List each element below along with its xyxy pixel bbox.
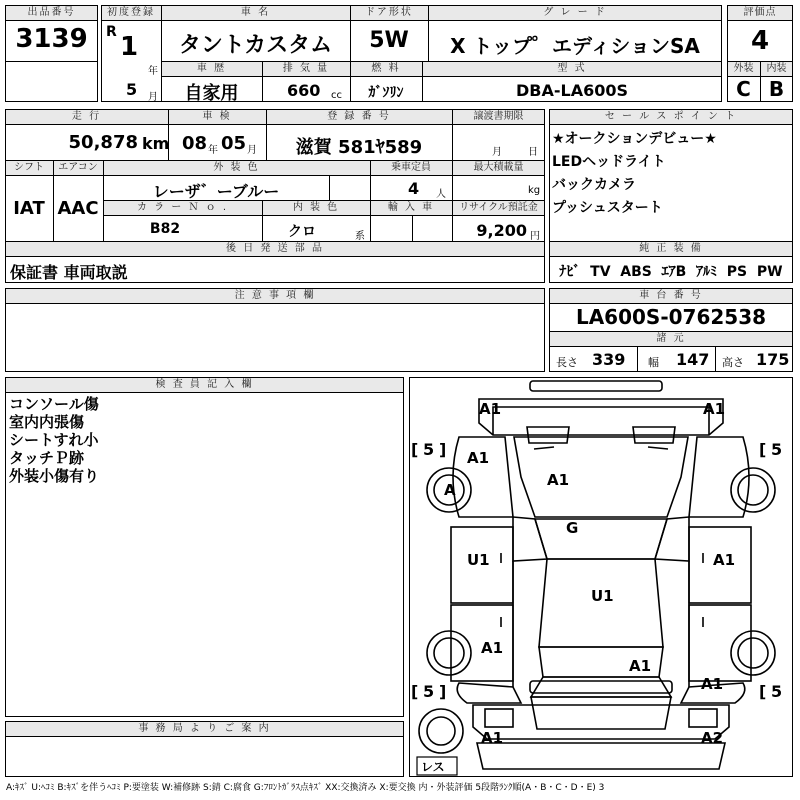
svg-text:[: [: [759, 440, 767, 459]
sales-point: ★オークションデビュー★: [552, 131, 717, 147]
seats-label: 乗車定員: [391, 162, 431, 173]
inspection-label: 車 検: [202, 111, 232, 122]
interior-label: 内装: [766, 63, 787, 74]
inspector-notes: [9, 395, 99, 485]
mark-rear-left: A1: [481, 639, 504, 657]
length-label: 長さ: [556, 356, 578, 369]
ext-color-value: レーザ゛ーブルー: [152, 182, 280, 201]
lot-label: 出品番号: [27, 7, 76, 18]
inspector-note: タッチＰ跡: [9, 449, 85, 467]
ac-label: エアコン: [58, 162, 98, 173]
car-diagram: [409, 377, 793, 777]
ac-value: AAC: [57, 198, 99, 219]
spare-label: レス: [421, 760, 445, 774]
door-label: ドア形状: [365, 7, 413, 18]
plate-value: 滋賀 581ﾔ589: [295, 137, 423, 158]
inspector-label: 検 査 員 記 入 欄: [155, 379, 254, 390]
later-parts-label: 後 日 発 送 部 品: [226, 243, 324, 254]
exterior-value: C: [736, 77, 751, 101]
car-name: タントカスタム: [178, 33, 333, 58]
caution-label: 注 意 事 項 欄: [234, 290, 316, 301]
specs-label: 諸 元: [656, 333, 686, 344]
transfer-month-unit: 月: [492, 147, 502, 158]
shift-label: シフト: [14, 162, 44, 173]
sales-label: セ ー ル ス ポ イ ン ト: [604, 111, 738, 122]
score-label: 評価点: [743, 7, 777, 18]
equipment-label: 純 正 装 備: [639, 243, 703, 254]
tire-rear-right: 5: [771, 682, 783, 701]
displacement-value: 660: [287, 81, 321, 100]
svg-text:]: ]: [439, 440, 447, 459]
score-value: 4: [750, 26, 770, 56]
int-color-suffix: 系: [355, 231, 365, 242]
sales-point: LEDヘッドライト: [552, 154, 666, 170]
model-label: 型 式: [557, 63, 587, 74]
mark-bumper-right: A2: [701, 729, 724, 747]
sales-point: バックカメラ: [552, 177, 636, 193]
damage-legend: A:ｷｽﾞ U:ﾍｺﾐ B:ｷｽﾞを伴うﾍｺﾐ P:要塗装 W:補修跡 S:錆 C:腐食 G:ﾌﾛﾝﾄｶﾞﾗｽ点ｷｽﾞ XX:交換済み X:要交換 内・外装評価 5段階ﾗﾝｸ順(A・B・C・D・E) 3: [6, 783, 605, 793]
mileage-value: 50,878: [68, 132, 138, 153]
interior-value: B: [768, 77, 785, 101]
height-label: 高さ: [722, 356, 744, 369]
svg-text:[: [: [411, 440, 419, 459]
mark-front-left: A1: [479, 400, 502, 418]
tire-front-left: 5: [423, 440, 435, 459]
inspector-note: コンソール傷: [9, 395, 99, 413]
tire-rear-left: 5: [423, 682, 435, 701]
height-value: 175: [756, 350, 790, 369]
chassis-value: LA600S-0762538: [575, 305, 767, 329]
mark-fender-left: A1: [467, 449, 490, 467]
color-no-label: カ ラ ー Ｎ ｏ .: [136, 202, 229, 213]
fuel-label: 燃 料: [371, 63, 401, 74]
mark-bumper-left: A1: [481, 729, 504, 747]
mark-roof: U1: [591, 587, 614, 605]
mark-rear-right: A1: [701, 675, 724, 693]
load-unit: kg: [528, 185, 541, 196]
mark-door-left: U1: [467, 551, 490, 569]
recycle-unit: 円: [530, 231, 540, 242]
width-value: 147: [676, 350, 710, 369]
first-reg-label: 初度登録: [107, 7, 155, 18]
svg-text:[: [: [759, 682, 767, 701]
month-unit: 月: [148, 92, 158, 103]
recycle-value: 9,200: [476, 221, 527, 240]
load-label: 最大積載量: [473, 162, 524, 173]
mileage-label: 走 行: [71, 111, 102, 122]
fuel-value: ｶﾞｿﾘﾝ: [368, 85, 404, 101]
seats-value: 4: [408, 179, 420, 198]
lot-number: 3139: [15, 24, 88, 54]
inspection-year: 08: [182, 133, 208, 154]
chassis-label: 車 台 番 号: [639, 290, 703, 301]
mark-hood: A1: [547, 471, 570, 489]
color-no-value: B82: [149, 221, 181, 237]
seats-unit: 人: [436, 189, 446, 200]
int-color-label: 内 装 色: [292, 202, 340, 213]
tire-front-right: 5: [771, 440, 783, 459]
inspection-month: 05: [221, 133, 247, 154]
recycle-label: リサイクル預託金: [459, 202, 538, 213]
transfer-label: 譲渡書期限: [473, 111, 524, 122]
inspector-note: 外装小傷有り: [9, 467, 100, 485]
svg-text:]: ]: [439, 682, 447, 701]
grade-value: X トップ゜エディションSA: [450, 34, 700, 58]
first-reg-month: 5: [126, 80, 138, 99]
model-value: DBA-LA600S: [516, 81, 628, 100]
displacement-unit: cc: [331, 90, 342, 101]
int-color-value: クロ: [288, 224, 316, 240]
shift-value: IAT: [13, 198, 45, 219]
import-label: 輸 入 車: [387, 202, 435, 213]
mark-front-right: A1: [703, 400, 726, 418]
width-label: 幅: [648, 356, 659, 369]
mark-door-right: A1: [713, 551, 736, 569]
length-value: 339: [592, 350, 626, 369]
door-value: 5W: [369, 28, 409, 53]
history-label: 車 歴: [196, 63, 227, 74]
year-unit: 年: [148, 66, 158, 77]
inspector-note: 室内内張傷: [9, 413, 85, 431]
plate-label: 登 録 番 号: [327, 111, 391, 122]
sales-point: プッシュスタート: [552, 200, 663, 216]
inspection-year-unit: 年: [208, 145, 218, 156]
car-name-label: 車 名: [240, 7, 271, 18]
inspection-month-unit: 月: [247, 145, 257, 156]
office-label: 事 務 局 よ り ご 案 内: [138, 723, 271, 734]
mark-wheel-left-front: A: [444, 481, 456, 499]
first-reg-year: 1: [120, 32, 139, 62]
era-prefix: R: [106, 24, 117, 40]
history-value: 自家用: [184, 83, 239, 104]
exterior-label: 外装: [733, 63, 754, 74]
inspector-note: シートすれ小: [9, 431, 99, 449]
svg-text:[: [: [411, 682, 419, 701]
mileage-unit: km: [142, 134, 170, 153]
mark-windshield: G: [566, 519, 579, 537]
transfer-day-unit: 日: [528, 147, 538, 158]
equipment-value: ﾅﾋﾞ TV ABS ｴｱB ｱﾙﾐ PS PW: [559, 264, 783, 280]
mark-rear-center: A1: [629, 657, 652, 675]
later-parts-value: 保証書 車両取説: [10, 263, 128, 282]
sales-points: [552, 128, 717, 220]
ext-color-label: 外 装 色: [213, 162, 260, 173]
grade-label: グ レ ー ド: [543, 7, 607, 18]
displacement-label: 排 気 量: [282, 63, 330, 74]
